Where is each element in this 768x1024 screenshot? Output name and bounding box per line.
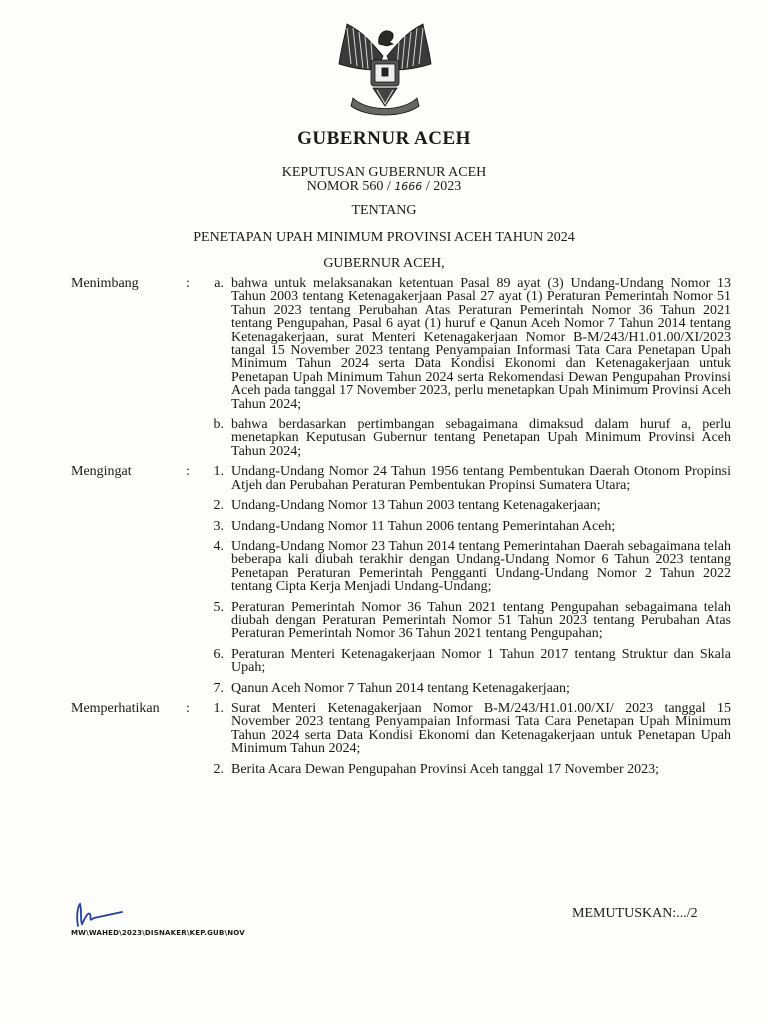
list-item — [201, 520, 731, 533]
number-prefix: NOMOR 560 / — [306, 179, 391, 194]
decree-subject: PENETAPAN UPAH MINIMUM PROVINSI ACEH TAHUN 2024 — [193, 230, 575, 245]
item-text: bahwa berdasarkan pertimbangan sebagaimana dimaksud dalam huruf a, perlu menetapkan Keputusan Gubernur tentang Penetapan Upah Minimum Provinsi Aceh Tahun 2024; — [231, 417, 731, 459]
section-label: Menimbang — [71, 276, 139, 291]
section-colon: : — [186, 700, 190, 716]
list-item — [201, 682, 731, 695]
item-marker: a. — [214, 276, 224, 291]
section-colon: : — [186, 276, 190, 291]
item-text: Undang-Undang Nomor 11 Tahun 2006 tentang Pemerintahan Aceh; — [231, 518, 616, 534]
item-text: Peraturan Menteri Ketenagakerjaan Nomor 1 Tahun 2017 tentang Struktur dan Skala Upah; — [231, 646, 731, 676]
decree-body — [71, 277, 731, 783]
item-text: Peraturan Pemerintah Nomor 36 Tahun 2021 tentang Pengupahan sebagaimana telah diubah dengan Peraturan Pemerintah Nomor 51 Tahun 2023 tentang Perubahan Atas Peraturan Pemerintah Nomor 36 Tahun 2021 tentang Pengupahan; — [231, 599, 731, 642]
list-item — [201, 702, 731, 756]
garuda-emblem-icon — [333, 14, 437, 120]
section-label: Memperhatikan — [71, 700, 160, 716]
list-item — [201, 499, 731, 512]
decree-type: KEPUTUSAN GUBERNUR ACEH — [281, 165, 487, 180]
item-text: bahwa untuk melaksanakan ketentuan Pasal 89 ayat (3) Undang-Undang Nomor 13 Tahun 2003 tentang Ketenagakerjaan Pasal 27 ayat (1) Peraturan Pemerintah Nomor 51 Tahun 2023 tentang Perubahan Atas Peraturan Pemerintah Nomor 36 Tahun 2021 tentang Pengupahan, Pasal 6 ayat (1) huruf e Qanun Aceh Nomor 7 Tahun 2014 tentang Ketenagakerjaan, surat Menteri Ketenagakerjaan Nomor B-M/243/H1.01.00/XI/2023 tangal 15 November 2023 tentang Penyampaian Informasi Tata Cara Penetapan Upah Minimum Tahun 2024 serta Data Kondisi Ekonomi dan Ketenagakerjaan untuk Penetapan Upah Minimum Tahun 2024 serta Rekomendasi Dewan Pengupahan Provinsi Aceh pada tanggal 17 November 2023, perlu menetapkan Upah Minimum Provinsi Aceh Tahun 2024; — [231, 276, 731, 412]
item-text: Surat Menteri Ketenagakerjaan Nomor B-M/243/H1.01.00/XI/ 2023 tanggal 15 November 2023 tentang Penyampaian Informasi Tata Cara Penetapan Upah Minimum Tahun 2024 serta Data Kondisi Ekonomi dan Ketenagakerjaan untuk Penetapan Upah Minimum Tahun 2024; — [231, 700, 731, 757]
item-text: Undang-Undang Nomor 24 Tahun 1956 tentang Pembentukan Daerah Otonom Propinsi Atjeh dan Perubahan Peraturan Pembentukan Propinsi Sumatera Utara; — [231, 464, 731, 493]
list-item — [201, 418, 731, 458]
item-marker: 3. — [213, 518, 224, 534]
item-text: Undang-Undang Nomor 13 Tahun 2003 tentang Ketenagakerjaan; — [231, 498, 601, 514]
handwritten-number: 1666 — [394, 180, 423, 193]
number-suffix: / 2023 — [425, 179, 462, 194]
item-marker: 1. — [213, 464, 224, 480]
item-marker: 5. — [213, 599, 224, 615]
issuer-heading: GUBERNUR ACEH, — [323, 256, 445, 271]
reference-code: MW\WAHED\2023\DISNAKER\KEP.GUB\NOV — [71, 929, 245, 937]
page-title: GUBERNUR ACEH — [297, 128, 471, 149]
list-item — [201, 277, 731, 411]
continuation-marker: MEMUTUSKAN:.../2 — [572, 906, 698, 921]
list-item — [201, 648, 731, 675]
item-marker: 6. — [213, 646, 224, 662]
section-menimbang — [71, 277, 731, 458]
section-mengingat — [71, 465, 731, 695]
item-marker: b. — [213, 417, 224, 433]
section-label: Mengingat — [71, 464, 132, 480]
item-text: Berita Acara Dewan Pengupahan Provinsi Aceh tanggal 17 November 2023; — [231, 761, 660, 777]
list-item — [201, 540, 731, 594]
item-text: Qanun Aceh Nomor 7 Tahun 2014 tentang Ketenagakerjaan; — [231, 680, 570, 696]
list-item — [201, 763, 731, 776]
item-marker: 2. — [213, 498, 224, 514]
about-heading: TENTANG — [351, 203, 417, 218]
decree-number — [0, 180, 768, 194]
item-marker: 1. — [213, 700, 224, 716]
item-marker: 2. — [213, 761, 224, 777]
section-colon: : — [186, 464, 190, 480]
list-item — [201, 465, 731, 492]
item-text: Undang-Undang Nomor 23 Tahun 2014 tentang Pemerintahan Daerah sebagaimana telah beberapa kali diubah terakhir dengan Undang-Undang Nomor 6 Tahun 2023 tentang Penetapan Peraturan Pemerintah Pengganti Undang-Undang Nomor 2 Tahun 2022 tentang Cipta Kerja Menjadi Undang-Undang; — [231, 538, 731, 595]
section-memperhatikan — [71, 702, 731, 776]
item-marker: 7. — [213, 680, 224, 696]
list-item — [201, 601, 731, 641]
item-marker: 4. — [213, 538, 224, 554]
initial-signature-icon — [70, 900, 130, 930]
